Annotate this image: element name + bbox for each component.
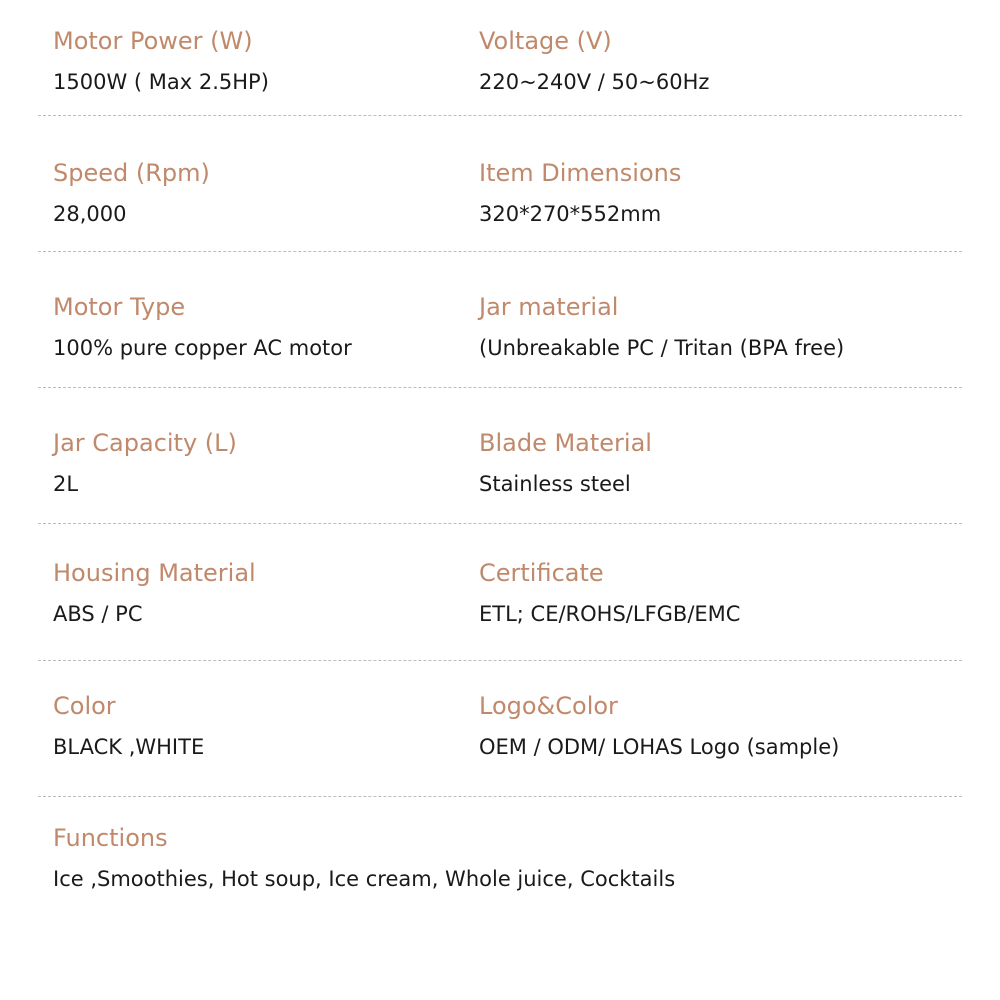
spec-value: 220~240V / 50~60Hz xyxy=(479,70,710,94)
spec-label: Voltage (V) xyxy=(479,27,612,55)
spec-functions xyxy=(53,823,675,893)
spec-blade-material xyxy=(479,428,652,498)
spec-value: BLACK ,WHITE xyxy=(53,735,205,759)
spec-voltage xyxy=(479,26,709,96)
spec-value: 28,000 xyxy=(53,202,127,226)
spec-label: Functions xyxy=(53,824,168,852)
spec-certificate xyxy=(479,558,740,628)
spec-value: ABS / PC xyxy=(53,602,143,626)
spec-label: Speed (Rpm) xyxy=(53,159,210,187)
divider xyxy=(38,523,962,524)
spec-label: Housing Material xyxy=(53,559,256,587)
spec-item-dimensions xyxy=(479,158,681,228)
spec-label: Logo&Color xyxy=(479,692,618,720)
spec-label: Motor Type xyxy=(53,293,186,321)
divider xyxy=(38,660,962,661)
divider xyxy=(38,251,962,252)
spec-value: OEM / ODM/ LOHAS Logo (sample) xyxy=(479,735,840,759)
spec-speed xyxy=(53,158,210,228)
spec-label: Jar Capacity (L) xyxy=(53,429,237,457)
spec-value: 2L xyxy=(53,472,79,496)
spec-value: ETL; CE/ROHS/LFGB/EMC xyxy=(479,602,741,626)
spec-jar-material xyxy=(479,292,844,362)
spec-motor-type xyxy=(53,292,352,362)
spec-logo-color xyxy=(479,691,839,761)
divider xyxy=(38,115,962,116)
spec-value: (Unbreakable PC / Tritan (BPA free) xyxy=(479,336,845,360)
spec-color xyxy=(53,691,204,761)
spec-motor-power xyxy=(53,26,269,96)
spec-label: Motor Power (W) xyxy=(53,27,253,55)
spec-jar-capacity xyxy=(53,428,237,498)
spec-value: Stainless steel xyxy=(479,472,631,496)
spec-label: Color xyxy=(53,692,116,720)
spec-label: Blade Material xyxy=(479,429,652,457)
divider xyxy=(38,387,962,388)
spec-label: Jar material xyxy=(479,293,619,321)
divider xyxy=(38,796,962,797)
spec-label: Certificate xyxy=(479,559,604,587)
spec-value: 320*270*552mm xyxy=(479,202,662,226)
spec-value: 1500W ( Max 2.5HP) xyxy=(53,70,269,94)
spec-value: Ice ,Smoothies, Hot soup, Ice cream, Whole juice, Cocktails xyxy=(53,867,676,891)
spec-housing-material xyxy=(53,558,256,628)
spec-value: 100% pure copper AC motor xyxy=(53,336,352,360)
spec-label: Item Dimensions xyxy=(479,159,682,187)
